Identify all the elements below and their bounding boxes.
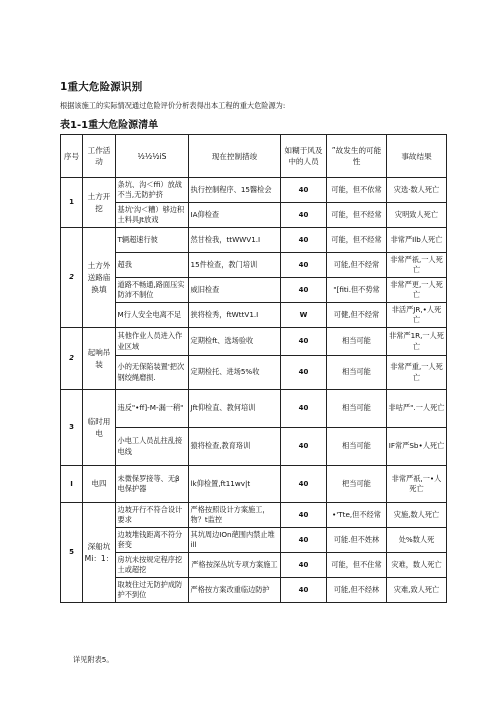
table-row	[61, 390, 447, 428]
control-cell: 定期检ft、选场验收	[189, 328, 281, 356]
possibility-cell: •'Tte,但不经常	[327, 503, 387, 528]
possibility-cell: 可健,但不经常	[327, 303, 387, 328]
possibility-cell: 可能,但不经常	[327, 253, 387, 278]
group-activity: 深船坑Mi：1：	[83, 503, 116, 603]
exposed-cell: 40	[281, 503, 327, 528]
table-row	[61, 253, 447, 278]
table-row	[61, 278, 447, 303]
group-number: 3	[61, 390, 83, 466]
exposed-cell: 40	[281, 178, 327, 203]
header-hazard: ½½½iS	[116, 135, 189, 178]
group-activity: 起响吊装	[83, 328, 116, 390]
group-activity: 临时用电	[83, 390, 116, 466]
result-cell: 非常严重,一人死亡	[387, 356, 447, 390]
table-row	[61, 503, 447, 528]
result-cell: 灾明致人死亡	[387, 203, 447, 228]
control-cell: 执行控制程序、15醫检会	[189, 178, 281, 203]
hazard-cell: 小的无保陷装置'把次钢绞绳磨损.	[116, 356, 189, 390]
intro-paragraph: 根据该施工的实际情况通过危险评价分析表得出本工程的重大危险源为:	[60, 101, 286, 110]
result-cell: 灾选·数人死亡	[387, 178, 447, 203]
result-cell: 非咕严".一人死亡	[387, 390, 447, 428]
table-title: 表1-1重大危险源清单	[60, 120, 159, 131]
exposed-cell: 40	[281, 528, 327, 553]
result-cell: 非常严祇,一人死亡	[387, 253, 447, 278]
possibility-cell: 可能,但不经林	[327, 578, 387, 603]
exposed-cell: 40	[281, 328, 327, 356]
hazard-cell: 基坑'沟＜糟）够边积土料具Jt放戏	[116, 203, 189, 228]
control-cell: 狭将检秀，ftWttV1.I	[189, 303, 281, 328]
exposed-cell: W	[281, 303, 327, 328]
exposed-cell: 40	[281, 428, 327, 466]
hazard-cell: 条坑、沟＜ffi）放战不当,无防护挤	[116, 178, 189, 203]
header-possibility: ”故发生的可能性	[327, 135, 387, 178]
header-activity: 工作活动	[83, 135, 116, 178]
group-activity: 电四	[83, 466, 116, 503]
result-cell: IF常严Sb•人死亡	[387, 428, 447, 466]
exposed-cell: 40	[281, 466, 327, 503]
hazard-cell: M行人安全电离不足	[116, 303, 189, 328]
table-row	[61, 178, 447, 203]
result-cell: 灾难,致人死亡	[387, 578, 447, 603]
exposed-cell: 40	[281, 578, 327, 603]
control-cell: 猿将检查,教育珞训	[189, 428, 281, 466]
control-cell: lk仰检置,ft11wv|t	[189, 466, 281, 503]
possibility-cell: 相当可能	[327, 356, 387, 390]
control-cell: 严格按照设计方案施工，物？t监控	[189, 503, 281, 528]
table-row	[61, 553, 447, 578]
hazard-cell: 其他作业人员进入作业区域	[116, 328, 189, 356]
hazard-cell: T辆超速行彼	[116, 228, 189, 253]
hazard-cell: 未微保罗接等、无β电保护器	[116, 466, 189, 503]
table-row	[61, 203, 447, 228]
section-heading: 1重大危险源识别	[60, 81, 143, 93]
possibility-cell: 可能.但不姓林	[327, 528, 387, 553]
result-cell: 处%数人死	[387, 528, 447, 553]
table-row	[61, 328, 447, 356]
result-cell: 非常严Ilb人死亡	[387, 228, 447, 253]
control-cell: 其坑周边IOn葩围内禁止堆ill	[189, 528, 281, 553]
appendix-note: 详见附表5。	[73, 655, 114, 664]
hazard-cell: 房坑未按规定程序挖土或超挖	[116, 553, 189, 578]
group-number: I	[61, 466, 83, 503]
table-row	[61, 428, 447, 466]
result-cell: 非常严更,一人死亡	[387, 278, 447, 303]
group-activity: 土方外送路庙换填	[83, 228, 116, 328]
possibility-cell: 可能，但不住常	[327, 553, 387, 578]
result-cell: 非活严JR,•人死亡	[387, 303, 447, 328]
table-row	[61, 303, 447, 328]
header-exposed: 如糊于风及中的人员	[281, 135, 327, 178]
hazard-cell: 边坡堆钱距离不符分套变	[116, 528, 189, 553]
result-cell: 灾施,数人死亡	[387, 503, 447, 528]
result-cell: 非常严1R,一人死亡	[387, 328, 447, 356]
control-cell: 然甘检我，ttWWV1.I	[189, 228, 281, 253]
exposed-cell: 40	[281, 203, 327, 228]
control-cell: IA仰检查	[189, 203, 281, 228]
exposed-cell: 40	[281, 553, 327, 578]
possibility-cell: 杷当可能	[327, 466, 387, 503]
possibility-cell: 可能，但不经常	[327, 203, 387, 228]
control-cell: Jft仰检直、教何培训	[189, 390, 281, 428]
exposed-cell: 40	[281, 228, 327, 253]
hazard-cell: 道路不畅通,路面压实防沛不制位	[116, 278, 189, 303]
hazard-cell: 超我	[116, 253, 189, 278]
group-number: 2	[61, 328, 83, 390]
group-number: 5	[61, 503, 83, 603]
hazard-table	[60, 134, 447, 603]
possibility-cell: 相当可能	[327, 428, 387, 466]
table-row	[61, 228, 447, 253]
table-row	[61, 356, 447, 390]
hazard-cell: 小电工人员乩拄乱接电线	[116, 428, 189, 466]
table-row	[61, 466, 447, 503]
header-no: 序号	[61, 135, 83, 178]
exposed-cell: 40	[281, 278, 327, 303]
group-number: 2	[61, 228, 83, 328]
control-cell: 严格按深丛坑专项方案施工	[189, 553, 281, 578]
possibility-cell: 可能，但不经常	[327, 228, 387, 253]
control-cell: 威旧检查	[189, 278, 281, 303]
hazard-cell: 边坡开行不符合设计要求	[116, 503, 189, 528]
table-header-row	[61, 135, 447, 178]
control-cell: 定期检托、进场5%收	[189, 356, 281, 390]
exposed-cell: 40	[281, 356, 327, 390]
exposed-cell: 40	[281, 390, 327, 428]
hazard-cell: 取坡住过无防护成防护不到位	[116, 578, 189, 603]
group-activity: 土方开挖	[83, 178, 116, 228]
header-result: 事故结果	[387, 135, 447, 178]
exposed-cell: 40	[281, 253, 327, 278]
group-number: 1	[61, 178, 83, 228]
possibility-cell: 相当可能	[327, 390, 387, 428]
possibility-cell: "[fiti.但不势常	[327, 278, 387, 303]
control-cell: 15件检查，教门培训	[189, 253, 281, 278]
control-cell: 严格按方案改重临边防护	[189, 578, 281, 603]
result-cell: 非常严祇,一•人死亡	[387, 466, 447, 503]
table-row	[61, 578, 447, 603]
possibility-cell: 可能，但不依常	[327, 178, 387, 203]
hazard-cell: 违反"•ff]-M-漏一稍"	[116, 390, 189, 428]
table-row	[61, 528, 447, 553]
possibility-cell: 相当可能	[327, 328, 387, 356]
header-control: 现在控制措竣	[189, 135, 281, 178]
result-cell: 灾难，数人死亡	[387, 553, 447, 578]
